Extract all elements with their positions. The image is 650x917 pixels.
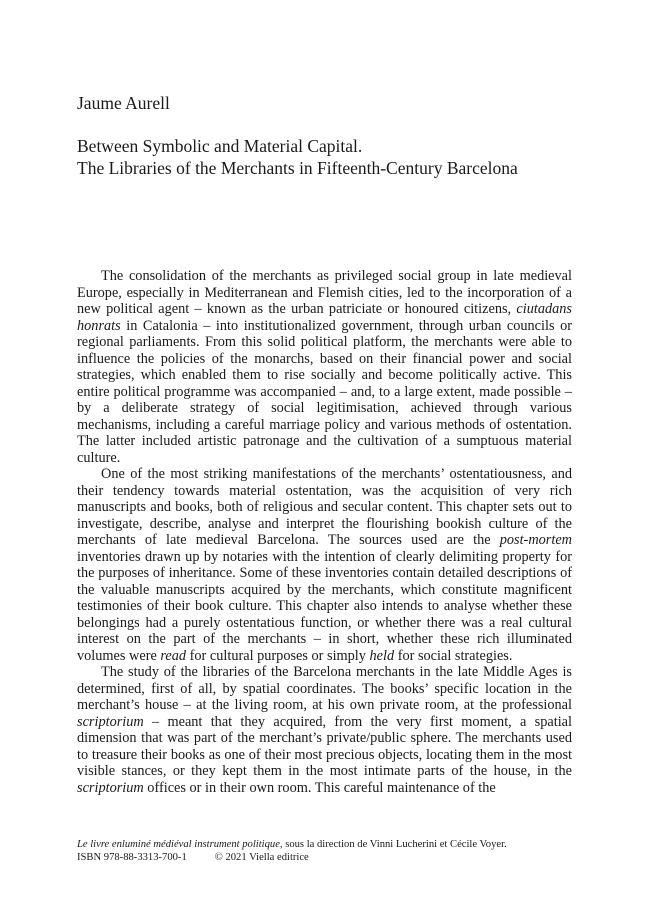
paragraph-2-text-d: for social strategies.: [394, 647, 513, 664]
paragraph-2-italic-post-mortem: post-mortem: [499, 532, 572, 548]
author-name: Jaume Aurell: [77, 93, 170, 113]
paragraph-1-text-a: The consolidation of the merchants as privileged social group in late medieval Europe, especially in Mediterranean and Flemish cities, led to the incorporation of a new political agent – known as the urban patriciate or honoured citizens,: [77, 268, 572, 317]
footer-isbn: ISBN 978-88-3313-700-1: [77, 852, 187, 863]
footer-publication: [77, 851, 507, 864]
footer-book-title: Le livre enluminé médiéval instrument politique: [77, 839, 280, 850]
chapter-title: [77, 135, 518, 179]
chapter-title-line-2: The Libraries of the Merchants in Fifteenth-Century Barcelona: [77, 158, 518, 178]
paragraph-3-text-c: offices or in their own room. This careful maintenance of the: [143, 779, 496, 796]
paragraph-1: [77, 268, 572, 466]
paragraph-2-text-b: inventories drawn up by notaries with the intention of clearly delimiting property for the purposes of inheritance. Some of these inventories contain detailed descriptions of the valuable manuscripts acquired by the merchants, which constitute magnificent testimonies of their book culture. This chapter also intends to analyse whether these belongings had a purely ostentatious function, or whether there was a real cultural interest on the part of the merchants – in short, whether these rich illuminated volumes were: [77, 548, 572, 664]
paragraph-2-italic-read: read: [160, 647, 187, 664]
paragraph-2-text-a: One of the most striking manifestations of the merchants’ ostentatiousness, and their tendency towards material ostentation, was the acquisition of very rich manuscripts and books, both of religious and secular content. This chapter sets out to investigate, describe, analyse and interpret the flourishing bookish culture of the merchants of late medieval Barcelona. The sources used are the: [77, 466, 572, 548]
chapter-title-line-1: Between Symbolic and Material Capital.: [77, 136, 363, 156]
paragraph-2: [77, 466, 572, 664]
body-text: [77, 268, 572, 796]
footer-editors: , sous la direction de Vinni Lucherini et Cécile Voyer.: [279, 839, 507, 850]
paragraph-2-text-c: for cultural purposes or simply: [186, 647, 370, 664]
paragraph-1-italic-ciutadans: ciutadans honrats: [77, 301, 572, 334]
paragraph-3-italic-scriptorium-1: scriptorium: [77, 713, 144, 730]
paragraph-3-text-b: – meant that they acquired, from the very first moment, a spatial dimension that was part of the merchant’s private/public sphere. The merchants used to treasure their books as one of their most precious objects, locating them in the most visible stances, or they kept them in the most intimate parts of the house, in the: [77, 713, 572, 779]
footer-copyright: © 2021 Viella editrice: [214, 852, 309, 863]
paragraph-3: [77, 664, 572, 796]
paragraph-2-italic-held: held: [369, 647, 395, 664]
page-footer: [77, 838, 507, 864]
paragraph-1-text-b: in Catalonia – into institutionalized government, through urban councils or regional parliaments. From this solid political platform, the merchants were able to influence the policies of the monarchs, based on their financial power and social strategies, which enabled them to rise socially and become politically active. This entire political programme was accompanied – and, to a large extent, made possible – by a deliberate strategy of social legitimisation, achieved through various mechanisms, including a careful marriage policy and various methods of ostentation. The latter included artistic patronage and the cultivation of a sumptuous material culture.: [77, 317, 572, 466]
paragraph-3-text-a: The study of the libraries of the Barcelona merchants in the late Middle Ages is determined, first of all, by spatial coordinates. The books’ specific location in the merchant’s house – at the living room, at his own private room, at the professional: [77, 664, 572, 713]
footer-citation: [77, 838, 507, 851]
paragraph-3-italic-scriptorium-2: scriptorium: [77, 779, 144, 796]
